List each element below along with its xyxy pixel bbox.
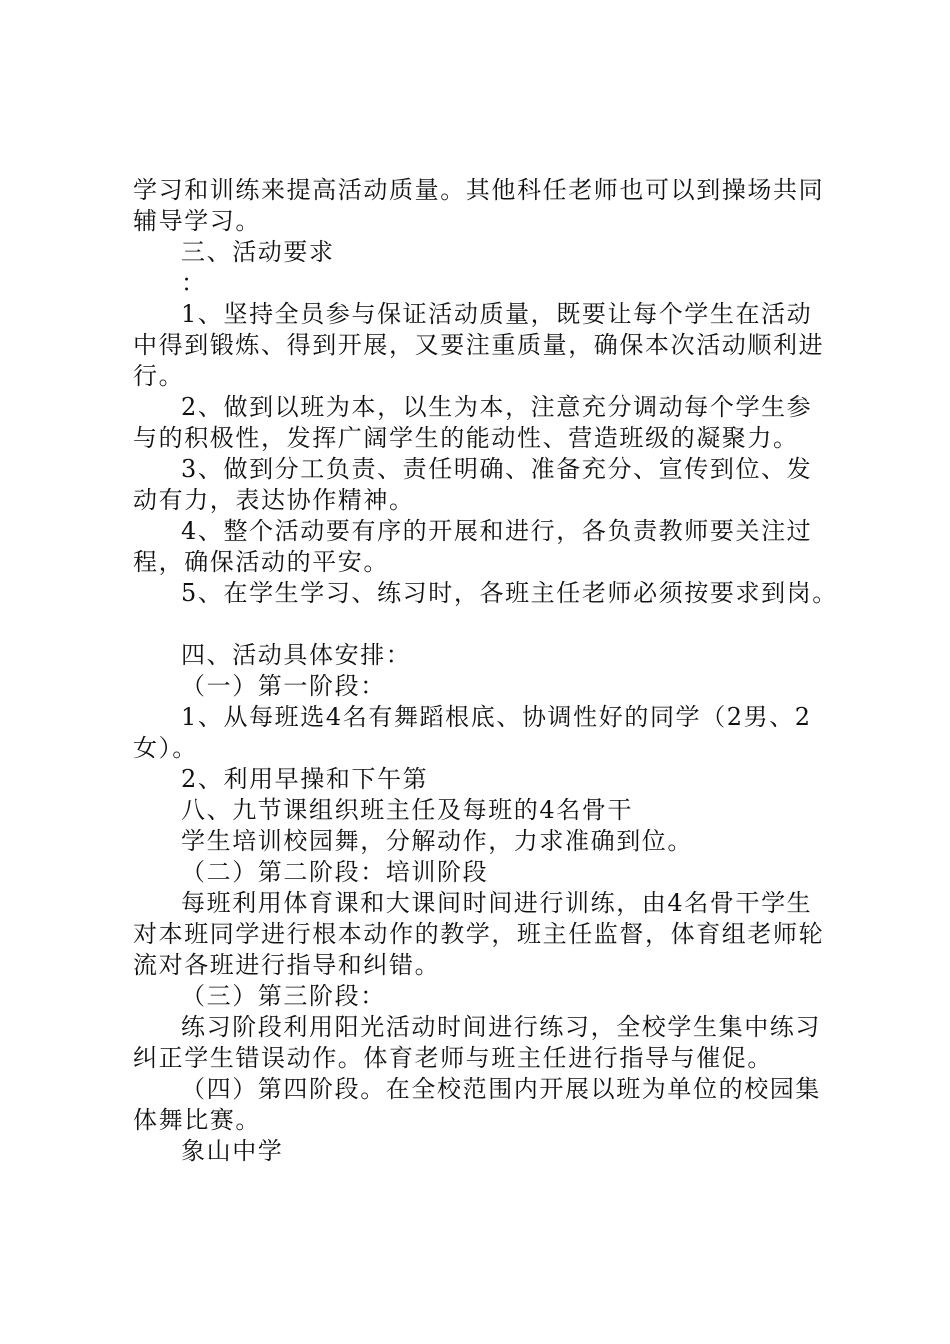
text-line: 3、做到分工负责、责任明确、准备充分、宣传到位、发 (181, 455, 813, 483)
text-line: 5、在学生学习、练习时，各班主任老师必须按要求到岗。 (181, 579, 838, 607)
text-line: 行。 (133, 362, 185, 390)
subsection-heading: （二）第二阶段：培训阶段 (181, 858, 489, 886)
text-line: 辅导学习。 (133, 207, 261, 235)
text-line: 体舞比赛。 (133, 1106, 261, 1134)
subsection-heading: （一）第一阶段： (181, 672, 386, 700)
text-line: 1、从每班选4名有舞蹈根底、协调性好的同学（2男、2 (181, 703, 812, 731)
text-line: 动有力，表达协作精神。 (133, 486, 415, 514)
section-heading: 三、活动要求 (181, 238, 335, 266)
text-line: 2、利用早操和下午第 (181, 765, 429, 793)
text-line: 八、九节课组织班主任及每班的4名骨干 (181, 796, 634, 824)
text-line: 学生培训校园舞，分解动作，力求准确到位。 (181, 827, 693, 855)
section-heading: 四、活动具体安排： (181, 641, 412, 669)
text-line: 4、整个活动要有序的开展和进行，各负责教师要关注过 (181, 517, 813, 545)
text-line: 1、坚持全员参与保证活动质量，既要让每个学生在活动 (181, 300, 813, 328)
text-line: 练习阶段利用阳光活动时间进行练习，全校学生集中练习 (181, 1013, 821, 1041)
text-line: 纠正学生错误动作。体育老师与班主任进行指导与催促。 (133, 1044, 773, 1072)
text-line: ： (181, 269, 207, 297)
text-line: 每班利用体育课和大课间时间进行训练，由4名骨干学生 (181, 889, 813, 917)
text-line: 流对各班进行指导和纠错。 (133, 951, 441, 979)
text-line: 程，确保活动的平安。 (133, 548, 389, 576)
text-line: 中得到锻炼、得到开展，又要注重质量，确保本次活动顺利进 (133, 331, 825, 359)
text-line: （四）第四阶段。在全校范围内开展以班为单位的校园集 (181, 1075, 821, 1103)
text-line: 对本班同学进行根本动作的教学，班主任监督，体育组老师轮 (133, 920, 825, 948)
signature-line: 象山中学 (181, 1137, 284, 1165)
text-line: 2、做到以班为本，以生为本，注意充分调动每个学生参 (181, 393, 813, 421)
text-line: 与的积极性，发挥广阔学生的能动性、营造班级的凝聚力。 (133, 424, 799, 452)
text-line: 女）。 (133, 734, 198, 762)
subsection-heading: （三）第三阶段： (181, 982, 386, 1010)
text-line: 学习和训练来提高活动质量。其他科任老师也可以到操场共同 (133, 176, 825, 204)
